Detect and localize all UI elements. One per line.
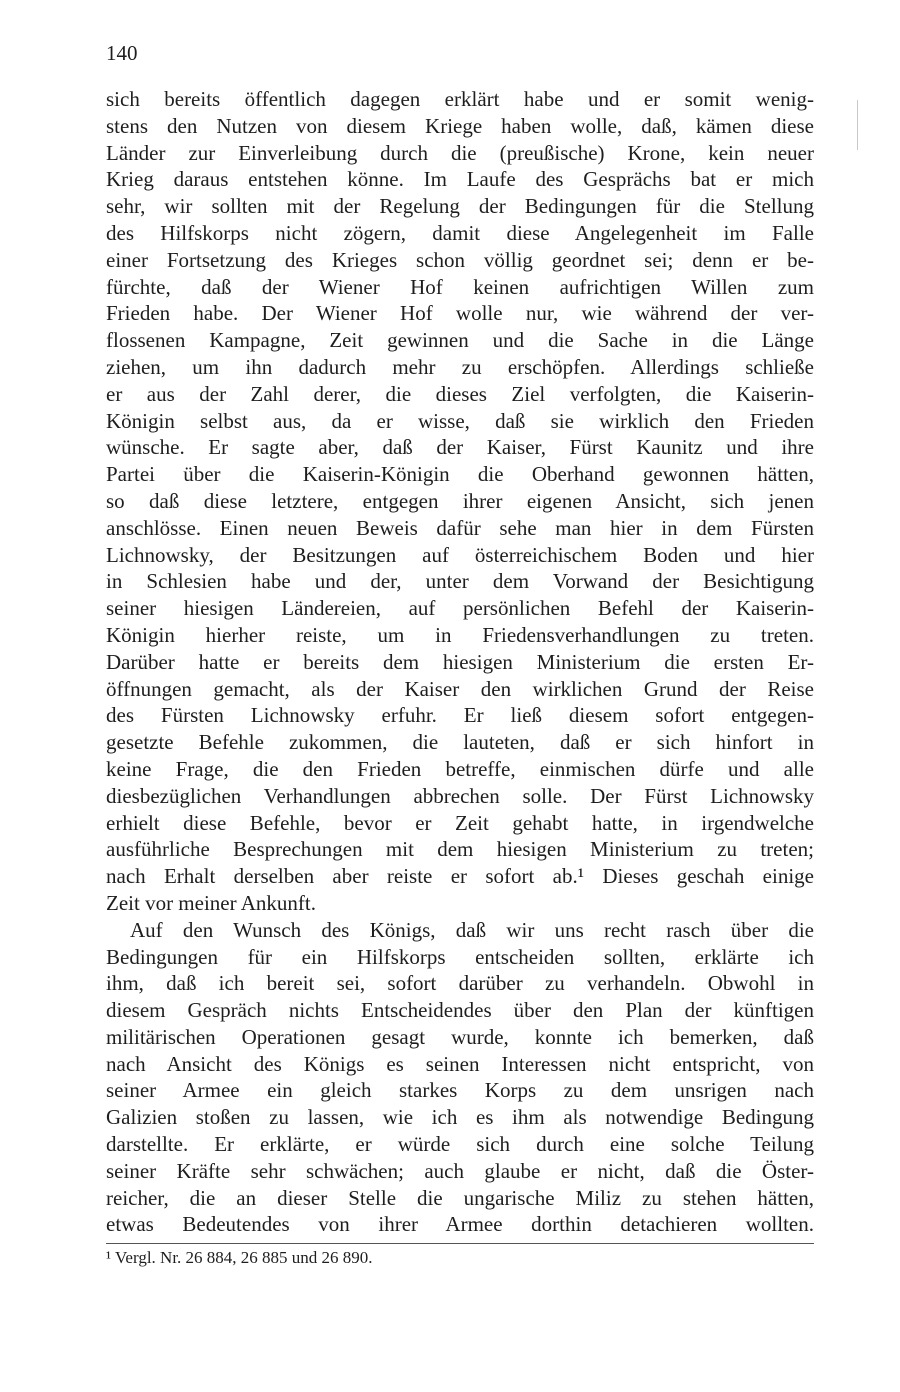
text-line: des Fürsten Lichnowsky erfuhr. Er ließ diesem sofort entgegen-: [106, 703, 814, 728]
text-line: keine Frage, die den Frieden betreffe, einmischen dürfe und alle: [106, 756, 814, 781]
text-line: in Schlesien habe und der, unter dem Vorwand der Besichtigung: [106, 569, 814, 594]
text-line: Partei über die Kaiserin-Königin die Oberhand gewonnen hätten,: [106, 462, 814, 487]
text-line: anschlösse. Einen neuen Beweis dafür sehe man hier in dem Fürsten: [106, 515, 814, 540]
footnote-rule: [106, 1243, 814, 1244]
text-line: seiner Kräfte sehr schwächen; auch glaube er nicht, daß die Öster-: [106, 1158, 814, 1183]
paragraph-start-line: Auf den Wunsch des Königs, daß wir uns recht rasch über die: [130, 917, 814, 942]
text-line: des Hilfskorps nicht zögern, damit diese Angelegenheit im Falle: [106, 220, 814, 245]
text-line: er aus der Zahl derer, die dieses Ziel verfolgten, die Kaiserin-: [106, 381, 814, 406]
text-line: Lichnowsky, der Besitzungen auf österreichischem Boden und hier: [106, 542, 814, 567]
body-text: [106, 86, 814, 1238]
text-line: diesem Gespräch nichts Entscheidendes über den Plan der künftigen: [106, 998, 814, 1023]
text-line: Länder zur Einverleibung durch die (preußische) Krone, kein neuer: [106, 140, 814, 165]
text-line: Darüber hatte er bereits dem hiesigen Ministerium die ersten Er-: [106, 649, 814, 674]
text-line: erhielt diese Befehle, bevor er Zeit gehabt hatte, in irgendwelche: [106, 810, 814, 835]
text-line: etwas Bedeutendes von ihrer Armee dorthin detachieren wollten.: [106, 1212, 814, 1237]
text-line: ihm, daß ich bereit sei, sofort darüber zu verhandeln. Obwohl in: [106, 971, 814, 996]
text-line: gesetzte Befehle zukommen, die lauteten, daß er sich hinfort in: [106, 730, 814, 755]
text-line: diesbezüglichen Verhandlungen abbrechen solle. Der Fürst Lichnowsky: [106, 783, 814, 808]
text-line: Bedingungen für ein Hilfskorps entscheiden sollten, erklärte ich: [106, 944, 814, 969]
text-line: stens den Nutzen von diesem Kriege haben wolle, daß, kämen diese: [106, 113, 814, 138]
text-line: Frieden habe. Der Wiener Hof wolle nur, wie während der ver-: [106, 301, 814, 326]
text-line: nach Erhalt derselben aber reiste er sofort ab.¹ Dieses geschah einige: [106, 864, 814, 889]
text-line: einer Fortsetzung des Krieges schon völlig geordnet sei; denn er be-: [106, 247, 814, 272]
text-line: öffnungen gemacht, als der Kaiser den wirklichen Grund der Reise: [106, 676, 814, 701]
text-line: Krieg daraus entstehen könne. Im Laufe des Gesprächs bat er mich: [106, 167, 814, 192]
text-line: Königin selbst aus, da er wisse, daß sie wirklich den Frieden: [106, 408, 814, 433]
text-line: ziehen, um ihn dadurch mehr zu erschöpfen. Allerdings schließe: [106, 354, 814, 379]
page-number: 140: [106, 41, 138, 65]
text-line: so daß diese letztere, entgegen ihrer eigenen Ansicht, sich jenen: [106, 488, 814, 513]
text-line: flossenen Kampagne, Zeit gewinnen und die Sache in die Länge: [106, 328, 814, 353]
text-line: fürchte, daß der Wiener Hof keinen aufrichtigen Willen zum: [106, 274, 814, 299]
paragraph-end-line: Zeit vor meiner Ankunft.: [106, 890, 316, 915]
text-line: seiner hiesigen Ländereien, auf persönlichen Befehl der Kaiserin-: [106, 596, 814, 621]
text-line: wünsche. Er sagte aber, daß der Kaiser, Fürst Kaunitz und ihre: [106, 435, 814, 460]
text-line: seiner Armee ein gleich starkes Korps zu dem unsrigen nach: [106, 1078, 814, 1103]
text-line: sich bereits öffentlich dagegen erklärt habe und er somit wenig-: [106, 87, 814, 111]
text-line: reicher, die an dieser Stelle die ungarische Miliz zu stehen hätten,: [106, 1185, 814, 1210]
margin-mark: [857, 100, 858, 150]
text-line: Galizien stoßen zu lassen, wie ich es ihm als notwendige Bedingung: [106, 1105, 814, 1130]
footnote: ¹ Vergl. Nr. 26 884, 26 885 und 26 890.: [106, 1248, 373, 1267]
text-line: Königin hierher reiste, um in Friedensverhandlungen zu treten.: [106, 622, 814, 647]
text-line: nach Ansicht des Königs es seinen Interessen nicht entspricht, von: [106, 1051, 814, 1076]
text-line: darstellte. Er erklärte, er würde sich durch eine solche Teilung: [106, 1132, 814, 1157]
text-line: ausführliche Besprechungen mit dem hiesigen Ministerium zu treten;: [106, 837, 814, 862]
text-line: militärischen Operationen gesagt wurde, konnte ich bemerken, daß: [106, 1024, 814, 1049]
text-line: sehr, wir sollten mit der Regelung der Bedingungen für die Stellung: [106, 194, 814, 219]
